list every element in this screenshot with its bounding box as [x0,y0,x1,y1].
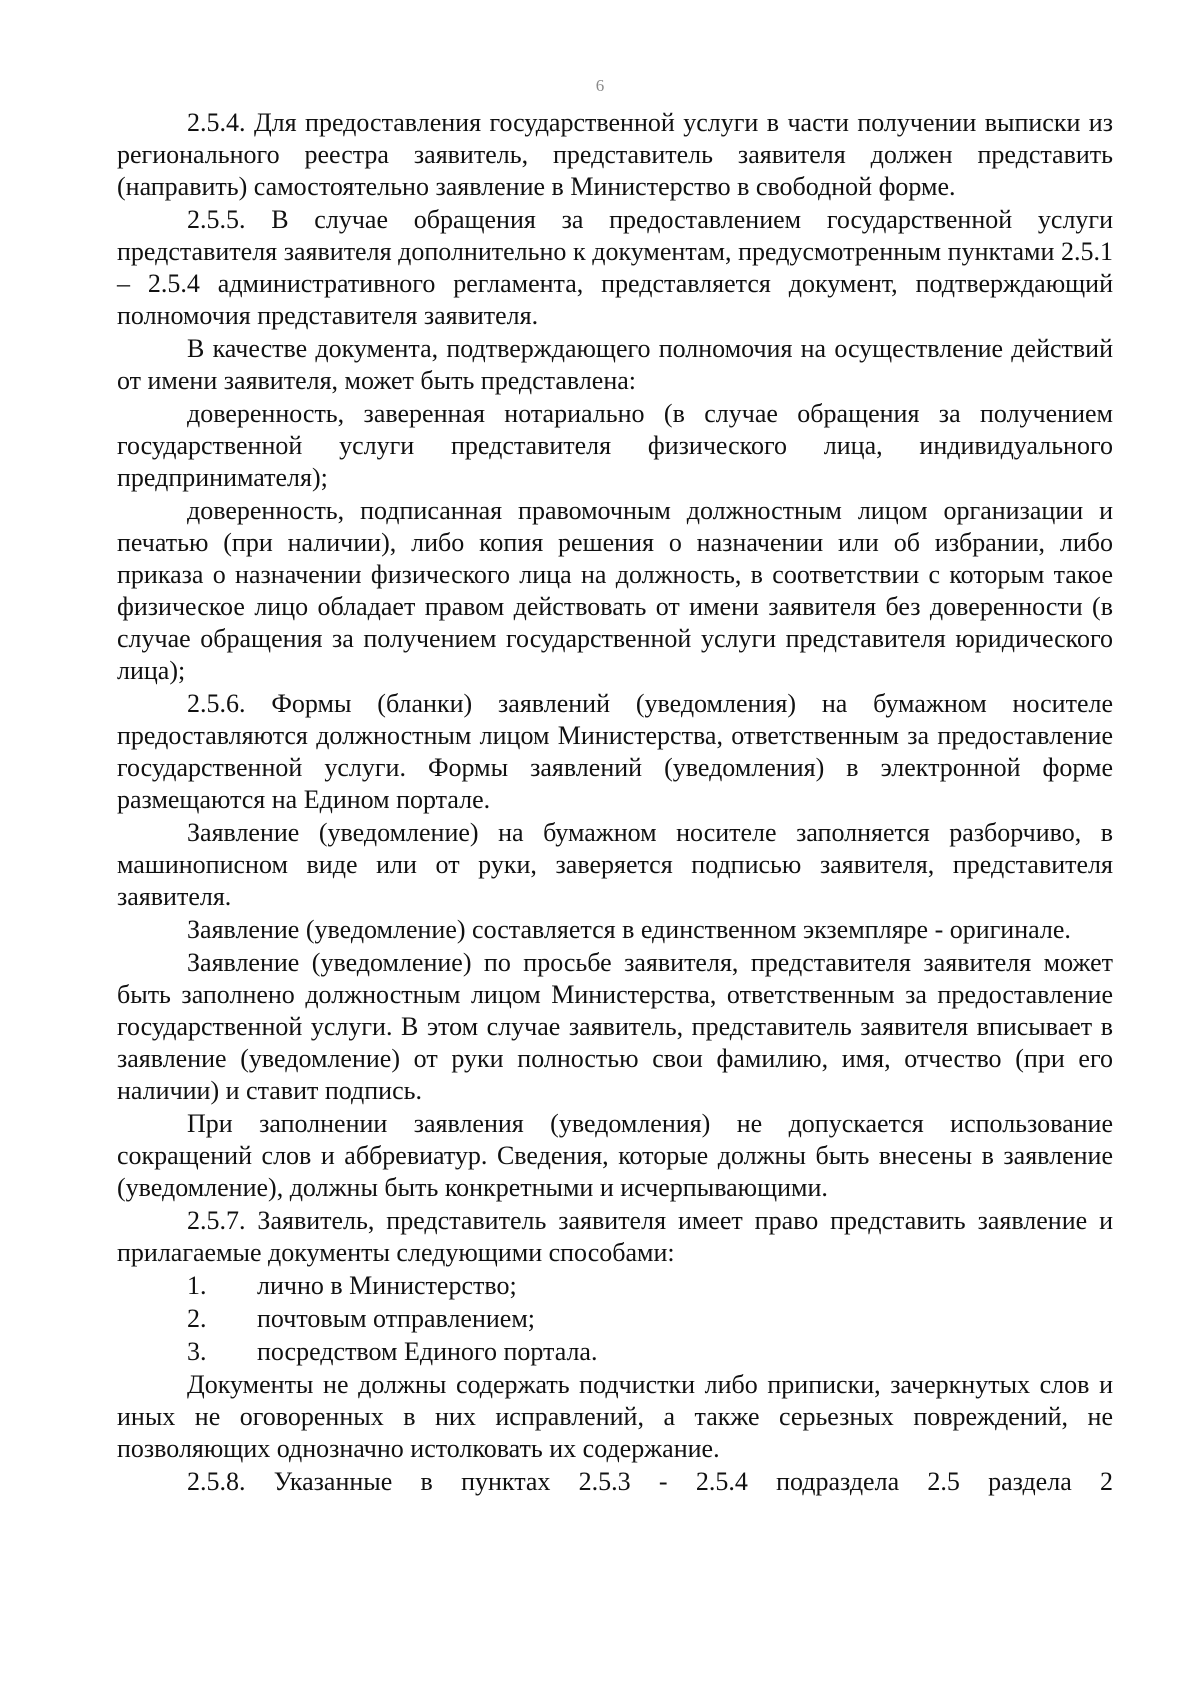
document-body [117,107,1113,1499]
list-item-number: 3. [187,1337,207,1366]
list-item [117,1270,1113,1302]
paragraph-2-5-5: 2.5.5. В случае обращения за предоставлением государственной услуги представителя заявителя дополнительно к документам, предусмотренным пунктами 2.5.1 – 2.5.4 административного регламента, представляется документ, подтверждающий полномочия представителя заявителя. [117,205,1113,330]
list-item [117,1303,1113,1335]
list-item [117,1336,1113,1368]
paragraph-application-filling: Заявление (уведомление) на бумажном носителе заполняется разборчиво, в машинописном виде или от руки, заверяется подписью заявителя, представителя заявителя. [117,818,1113,911]
paragraph-document-requirements: Документы не должны содержать подчистки либо приписки, зачеркнутых слов и иных не оговоренных в них исправлений, а также серьезных повреждений, не позволяющих однозначно истолковать их содержание. [117,1370,1113,1463]
paragraph-notarized-power-of-attorney: доверенность, заверенная нотариально (в случае обращения за получением государственной услуги представителя физического лица, индивидуального предпринимателя); [117,399,1113,492]
paragraph-single-copy: Заявление (уведомление) составляется в единственном экземпляре - оригинале. [187,915,1071,944]
paragraph-2-5-7: 2.5.7. Заявитель, представитель заявителя имеет право представить заявление и прилагаемые документы следующими способами: [117,1206,1113,1267]
paragraph-2-5-4: 2.5.4. Для предоставления государственной услуги в части получении выписки из регионального реестра заявитель, представитель заявителя должен представить (направить) самостоятельно заявление в Министерство в свободной форме. [117,108,1113,201]
paragraph-signed-power-of-attorney: доверенность, подписанная правомочным должностным лицом организации и печатью (при наличии), либо копия решения о назначении или об избрании, либо приказа о назначении физического лица на должность, в соответствии с которым такое физическое лицо обладает правом действовать от имени заявителя без доверенности (в случае обращения за получением государственной услуги представителя юридического лица); [117,496,1113,685]
page-number: 6 [595,76,605,95]
paragraph-2-5-8: 2.5.8. Указанные в пунктах 2.5.3 - 2.5.4 подраздела 2.5 раздела 2 [187,1467,1113,1496]
paragraph-2-5-5-document-types: В качестве документа, подтверждающего полномочия на осуществление действий от имени заявителя, может быть представлена: [117,334,1113,395]
list-item-number: 2. [187,1304,207,1333]
paragraph-2-5-6: 2.5.6. Формы (бланки) заявлений (уведомления) на бумажном носителе предоставляются должностным лицом Министерства, ответственным за предоставление государственной услуги. Формы заявлений (уведомления) в электронной форме размещаются на Едином портале. [117,689,1113,814]
list-item-text: почтовым отправлением; [257,1304,536,1333]
paragraph-no-abbreviations: При заполнении заявления (уведомления) не допускается использование сокращений слов и аббревиатур. Сведения, которые должны быть внесены в заявление (уведомление), должны быть конкретными и исчерпывающими. [117,1109,1113,1202]
list-item-number: 1. [187,1271,207,1300]
list-item-text: лично в Министерство; [257,1271,517,1300]
list-item-text: посредством Единого портала. [257,1337,598,1366]
paragraph-filled-by-official: Заявление (уведомление) по просьбе заявителя, представителя заявителя может быть заполнено должностным лицом Министерства, ответственным за предоставление государственной услуги. В этом случае заявитель, представитель заявителя вписывает в заявление (уведомление) от руки полностью свои фамилию, имя, отчество (при его наличии) и ставит подпись. [117,948,1113,1105]
